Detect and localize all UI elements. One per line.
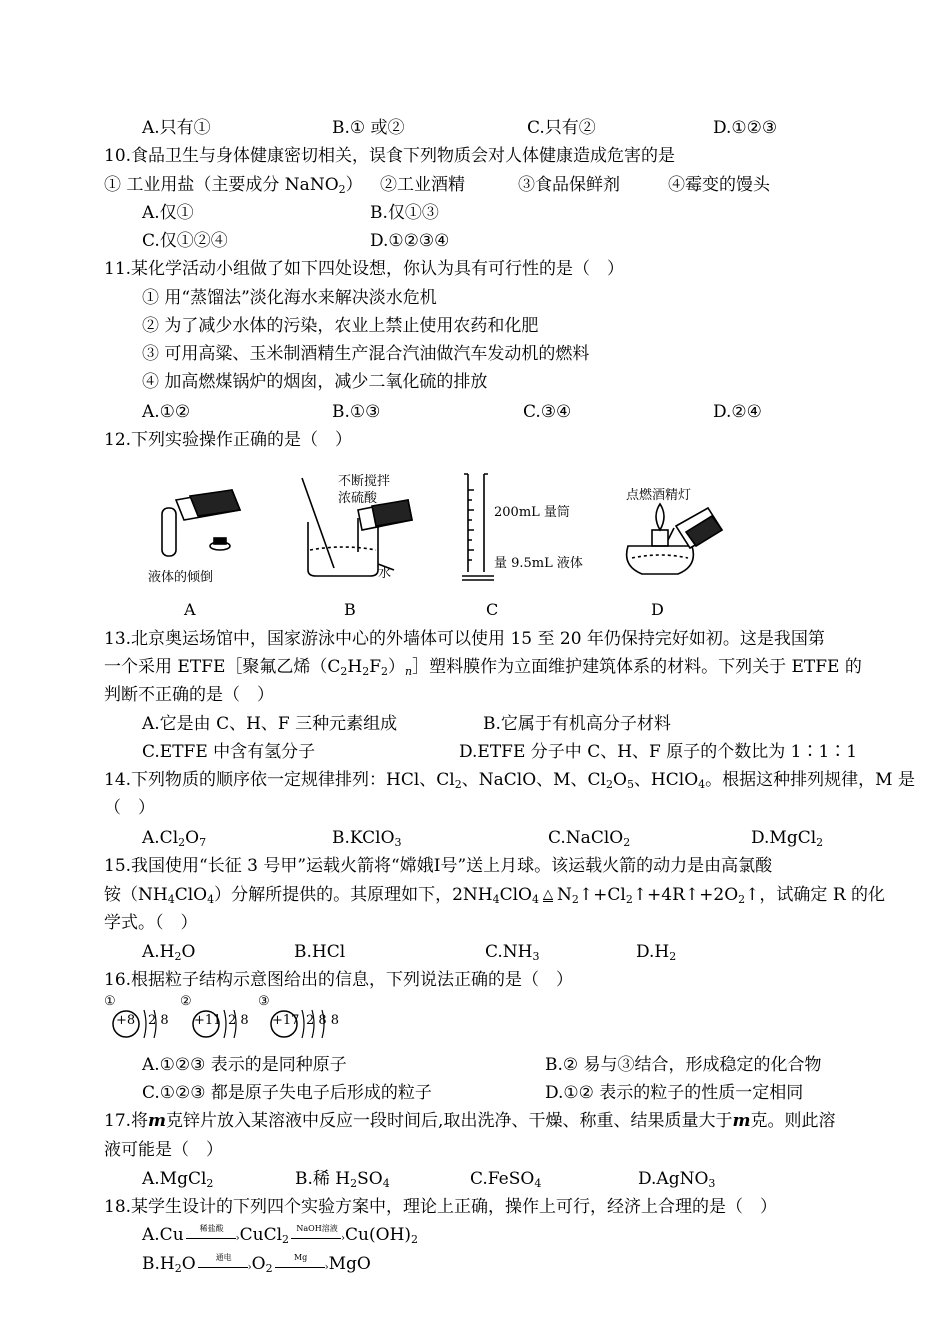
- figure-d-label: 点燃酒精灯: [626, 488, 692, 503]
- figure-b-label-stir: 不断搅拌: [338, 474, 391, 489]
- q13-option-b: B.它属于有机高分子材料: [483, 714, 671, 734]
- q15-stem-line1: 15.我国使用“长征 3 号甲”运载火箭将“嫦娥Ⅰ号”送上月球。该运载火箭的动力是由高氯酸: [104, 856, 773, 876]
- q11-option-c: C.③④: [523, 402, 572, 422]
- q13-option-a: A.它是由 C、H、F 三种元素组成: [142, 714, 398, 734]
- q10-item-4: ④霉变的馒头: [668, 175, 770, 195]
- q11-item-2: ② 为了减少水体的污染，农业上禁止使用农药和化肥: [142, 316, 539, 336]
- q10-item-2: ②工业酒精: [380, 175, 465, 195]
- q10-option-a: A.仅①: [142, 203, 194, 223]
- q11-stem: 11.某化学活动小组做了如下四处设想，你认为具有可行性的是（ ）: [104, 259, 625, 279]
- q18-stem: 18.某学生设计的下列四个实验方案中，理论上正确，操作上可行，经济上合理的是（ ）: [104, 1197, 778, 1217]
- figure-a-pouring-liquid: [140, 480, 260, 560]
- q15-stem-line3: 学式。（ ）: [104, 913, 198, 933]
- q17-stem-line2: 液可能是（ ）: [104, 1140, 223, 1160]
- q17-stem-line1: 17.将m克锌片放入某溶液中反应一段时间后,取出洗净、干燥、称重、结果质量大于m克。则此溶: [104, 1111, 836, 1131]
- particle-2-electrons: 2 8: [228, 1013, 249, 1028]
- particle-1-diagram: [104, 996, 174, 1042]
- q13-stem-line2: 一个采用 ETFE［聚氟乙烯$(C_2H_2F_2)_n]$塑料膜作为立面维护建筑体系的材料。下列关于 ETFE 的: [104, 657, 862, 678]
- figure-a-letter: A: [184, 600, 196, 619]
- q16-option-a: A.①②③ 表示的是同种原子: [142, 1055, 347, 1075]
- figure-c-letter: C: [486, 600, 499, 619]
- q9-option-b: B.① 或②: [332, 118, 405, 138]
- q17-option-b: B.稀 $H_2SO_4$: [295, 1169, 390, 1190]
- particle-3-mark: ③: [258, 994, 270, 1009]
- q9-option-a: A.只有①: [142, 118, 211, 138]
- q10-item-1: ① 工业用盐（主要成分 NaNO$_2$）: [104, 175, 363, 196]
- figure-c-graduated-cylinder: [458, 470, 498, 585]
- q14-option-c: C.NaClO$_2$: [548, 828, 631, 849]
- particle-1-mark: ①: [104, 994, 116, 1009]
- q13-option-d: D.ETFE 分子中 C、H、F 原子的个数比为 1∶1∶1: [459, 742, 858, 762]
- figure-a-label: 液体的倾倒: [148, 570, 214, 585]
- q15-stem-line2: 铵$(NH_4ClO_4)$分解所提供的。其原理如下，$2NH_4ClO_4$ △ $N_2↑+Cl_2↑+4R↑+2O_2↑$，试确定 R 的化: [104, 885, 886, 906]
- q10-option-b: B.仅①③: [370, 203, 439, 223]
- particle-2-core: +11: [194, 1013, 222, 1028]
- q14-option-d: D.MgCl$_2$: [751, 828, 824, 849]
- particle-1-electrons: 2 8: [148, 1013, 169, 1028]
- q11-item-4: ④ 加高燃煤锅炉的烟囱，减少二氧化硫的排放: [142, 372, 488, 392]
- particle-1-core: +8: [116, 1013, 136, 1028]
- q16-option-c: C.①②③ 都是原子失电子后形成的粒子: [142, 1083, 432, 1103]
- figure-b-label-water: 水: [378, 566, 392, 581]
- q15-option-c: $C.NH_3$: [485, 942, 540, 963]
- particle-2-diagram: [180, 996, 252, 1042]
- particle-3-electrons: 2 8 8: [306, 1013, 340, 1028]
- q10-option-d: D.①②③④: [370, 231, 450, 251]
- q10-item-3: ③食品保鲜剂: [518, 175, 620, 195]
- particle-3-core: +17: [272, 1013, 300, 1028]
- q18-option-b: $B.H_2O$ 通电 › $O_2$ Mg › MgO: [142, 1253, 371, 1275]
- particle-2-mark: ②: [180, 994, 192, 1009]
- q11-option-d: D.②④: [713, 402, 762, 422]
- q10-option-c: C.仅①②④: [142, 231, 228, 251]
- figure-c-label-cylinder: 200mL 量筒: [494, 505, 570, 520]
- reaction-arrow-icon: 通电 ›: [196, 1253, 252, 1275]
- heat-condition-symbol: △: [543, 887, 553, 902]
- q14-stem-line1: 14.下列物质的顺序依一定规律排列：HCl、$Cl_2$、NaClO、M、$Cl_2O_5$、HClO$_4$。根据这种排列规律，M 是: [104, 770, 915, 791]
- figure-c-label-measure: 量 9.5mL 液体: [494, 556, 583, 571]
- q17-option-c: C.FeSO$_4$: [470, 1169, 542, 1190]
- q9-option-c: C.只有②: [527, 118, 596, 138]
- figure-d-alcohol-lamp: [612, 496, 732, 584]
- q11-option-a: A.①②: [142, 402, 191, 422]
- reaction-arrow-icon: Mg ›: [273, 1253, 329, 1275]
- q17-option-d: D.AgNO$_3$: [638, 1169, 716, 1190]
- q12-stem: 12.下列实验操作正确的是（ ）: [104, 430, 353, 450]
- q17-option-a: A.MgCl$_2$: [142, 1169, 214, 1190]
- q15-option-d: $D.H_2$: [636, 942, 677, 963]
- q18-option-a: A.Cu 稀盐酸 › CuCl$_2$ NaOH溶液 › $Cu(OH)_2$: [142, 1224, 419, 1246]
- q15-option-b: B.HCl: [294, 942, 346, 962]
- q10-stem: 10.食品卫生与身体健康密切相关，误食下列物质会对人体健康造成危害的是: [104, 146, 676, 166]
- figure-b-letter: B: [344, 600, 356, 619]
- q16-stem: 16.根据粒子结构示意图给出的信息，下列说法正确的是（ ）: [104, 970, 574, 990]
- q14-stem-line2: （ ）: [104, 798, 155, 818]
- figure-b-label-acid: 浓硫酸: [338, 491, 378, 506]
- reaction-arrow-icon: 稀盐酸 ›: [184, 1224, 240, 1246]
- q16-option-b: B.② 易与③结合，形成稳定的化合物: [545, 1055, 822, 1075]
- q14-option-b: B.KClO$_3$: [332, 828, 402, 849]
- q11-item-3: ③ 可用高粱、玉米制酒精生产混合汽油做汽车发动机的燃料: [142, 344, 590, 364]
- q13-stem-line3: 判断不正确的是（ ）: [104, 685, 274, 705]
- q15-option-a: $A.H_2O$: [142, 942, 196, 963]
- q14-option-a: $A.Cl_2O_7$: [142, 828, 207, 849]
- particle-3-diagram: [258, 996, 344, 1042]
- figure-d-letter: D: [651, 600, 664, 619]
- reaction-arrow-icon: NaOH溶液 ›: [289, 1224, 345, 1246]
- q13-option-c: C.ETFE 中含有氢分子: [142, 742, 316, 762]
- q13-stem-line1: 13.北京奥运场馆中，国家游泳中心的外墙体可以使用 15 至 20 年仍保持完好如初。这是我国第: [104, 629, 825, 649]
- q9-option-d: D.①②③: [713, 118, 778, 138]
- q11-option-b: B.①③: [332, 402, 381, 422]
- q16-option-d: D.①② 表示的粒子的性质一定相同: [545, 1083, 804, 1103]
- q11-item-1: ① 用“蒸馏法”淡化海水来解决淡水危机: [142, 288, 437, 308]
